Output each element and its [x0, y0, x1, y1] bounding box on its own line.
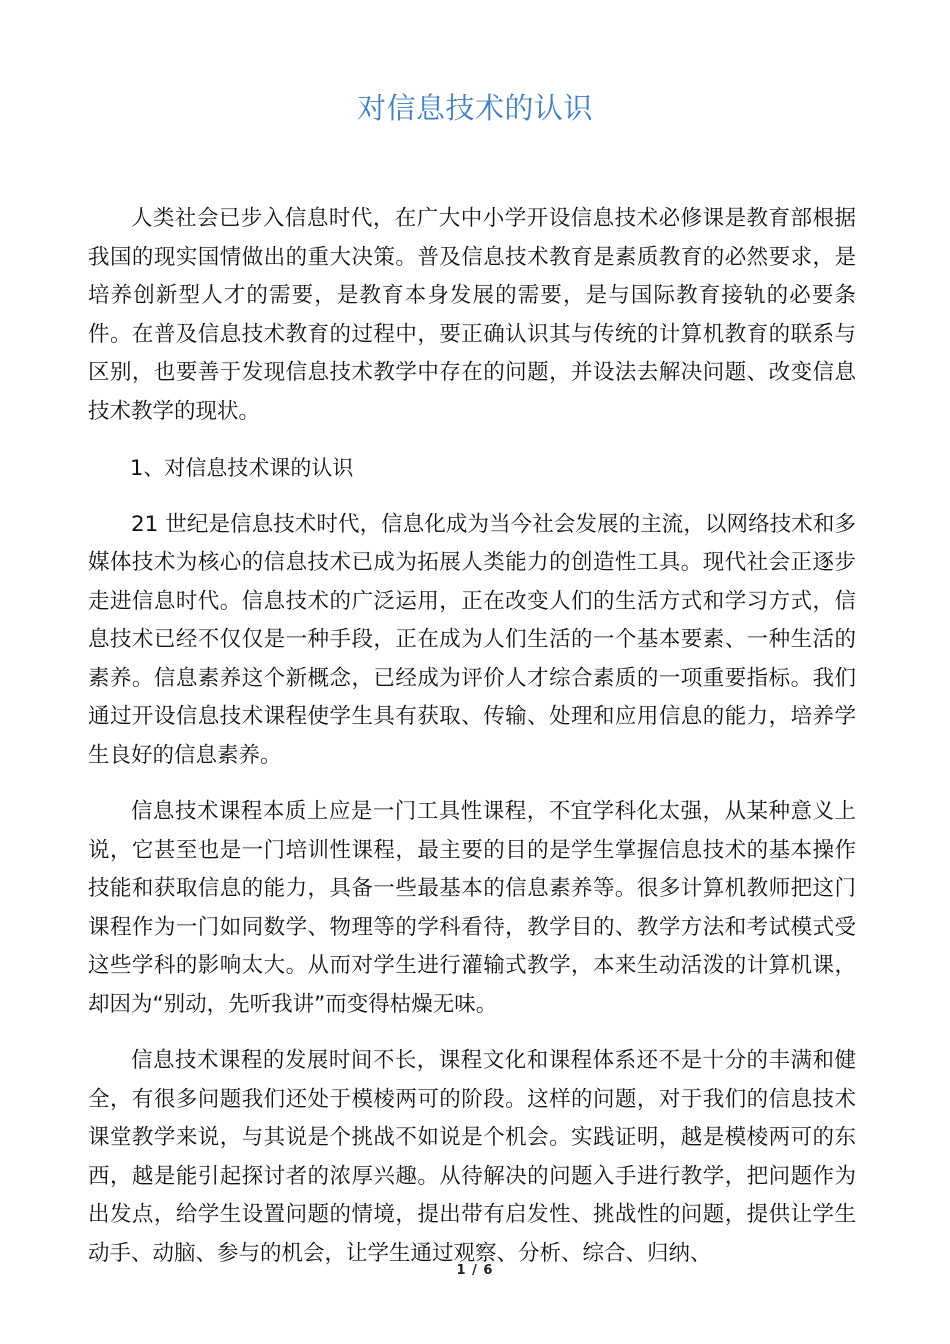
document-title: 对信息技术的认识	[356, 91, 593, 125]
page-number: 1 / 6	[456, 1263, 494, 1278]
paragraph-course-development: 信息技术课程的发展时间不长，课程文化和课程体系还不是十分的丰满和健全，有很多问题我们还处于模棱两可的阶段。这样的问题，对于我们的信息技术课堂教学来说，与其说是个挑战不如说是个机会。实践证明，越是模棱两可的东西，越是能引起探讨者的浓厚兴趣。从待解决的问题入手进行教学，把问题作为出发点，给学生设置问题的情境，提出带有启发性、挑战性的问题，提供让学生动手、动脑、参与的机会，让学生通过观察、分析、综合、归纳、	[88, 1048, 856, 1266]
paragraph-course-nature: 信息技术课程本质上应是一门工具性课程，不宜学科化太强，从某种意义上说，它甚至也是一门培训性课程，最主要的目的是学生掌握信息技术的基本操作技能和获取信息的能力，具备一些最基本的信息素养等。很多计算机教师把这门课程作为一门如同数学、物理等的学科看待，教学目的、教学方法和考试模式受这些学科的影响太大。从而对学生进行灌输式教学，本来生动活泼的计算机课，却因为“别动，先听我讲”而变得枯燥无味。	[88, 799, 856, 1017]
section-heading: 1、对信息技术课的认识	[130, 456, 354, 480]
paragraph-21st-century: 21 世纪是信息技术时代，信息化成为当今社会发展的主流，以网络技术和多媒体技术为核心的信息技术已成为拓展人类能力的创造性工具。现代社会正逐步走进信息时代。信息技术的广泛运用，正在改变人们的生活方式和学习方式，信息技术已经不仅仅是一种手段，正在成为人们生活的一个基本要素、一种生活的素养。信息素养这个新概念，已经成为评价人才综合素质的一项重要指标。我们通过开设信息技术课程使学生具有获取、传输、处理和应用信息的能力，培养学生良好的信息素养。	[88, 511, 856, 768]
document-body	[88, 200, 856, 1291]
paragraph-intro: 人类社会已步入信息时代，在广大中小学开设信息技术必修课是教育部根据我国的现实国情做出的重大决策。普及信息技术教育是素质教育的必然要求，是培养创新型人才的需要，是教育本身发展的需要，是与国际教育接轨的必要条件。在普及信息技术教育的过程中，要正确认识其与传统的计算机教育的联系与区别，也要善于发现信息技术教学中存在的问题，并设法去解决问题、改变信息技术教学的现状。	[88, 206, 856, 424]
